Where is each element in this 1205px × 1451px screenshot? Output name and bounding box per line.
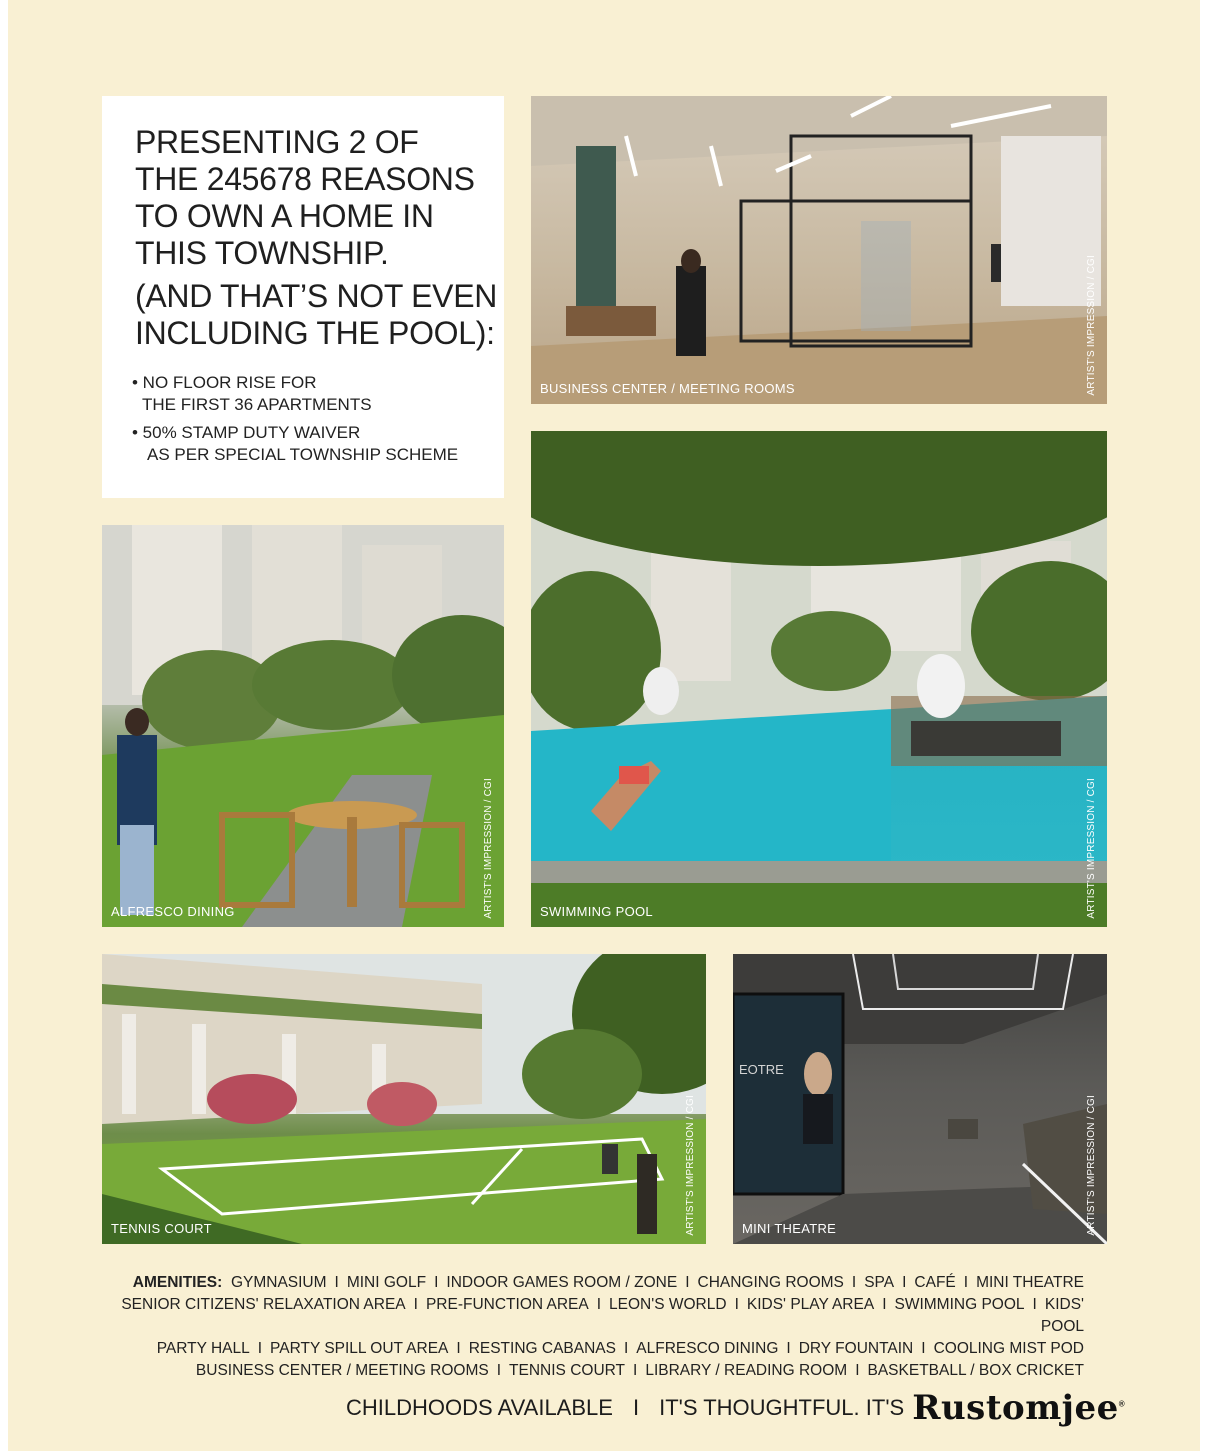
artist-impression-note: ARTIST'S IMPRESSION / CGI [483, 778, 494, 919]
amenity-item: MINI GOLF [346, 1274, 427, 1291]
amenity-separator: I [334, 1274, 339, 1291]
amenity-item: BASKETBALL / BOX CRICKET [867, 1362, 1084, 1379]
artist-impression-note: ARTIST'S IMPRESSION / CGI [1086, 1095, 1097, 1236]
amenities-label: AMENITIES: [132, 1274, 223, 1291]
amenity-separator: I [413, 1296, 418, 1313]
alfresco-dining-illustration [102, 525, 504, 927]
amenities-row [84, 1272, 1084, 1294]
amenity-item: COOLING MIST POD [933, 1340, 1084, 1357]
amenity-separator: I [963, 1274, 969, 1291]
alfresco-dining-photo [102, 525, 504, 927]
tennis-court-photo [102, 954, 706, 1244]
offer-bullets [132, 372, 492, 472]
amenity-item: RESTING CABANAS [468, 1340, 616, 1357]
business-center-illustration [531, 96, 1107, 404]
headline-box [102, 96, 504, 498]
tennis-court-illustration [102, 954, 706, 1244]
headline-line: INCLUDING THE POOL): [135, 315, 495, 351]
amenity-item: LIBRARY / READING ROOM [645, 1362, 848, 1379]
amenity-separator: I [685, 1274, 690, 1291]
tagline-left: CHILDHOODS AVAILABLE [346, 1395, 613, 1420]
amenity-item: PARTY SPILL OUT AREA [270, 1340, 449, 1357]
brand-name: Rustomjee [912, 1388, 1119, 1428]
photo-caption: SWIMMING POOL [540, 904, 653, 919]
amenity-item: CAFÉ [914, 1274, 956, 1291]
artist-impression-note: ARTIST'S IMPRESSION / CGI [1086, 255, 1097, 396]
amenity-separator: I [855, 1362, 860, 1379]
amenities-row [84, 1294, 1084, 1338]
headline-line: PRESENTING 2 OF [135, 124, 419, 160]
headline-line: THE 245678 REASONS [135, 161, 475, 197]
amenity-separator: I [257, 1340, 263, 1357]
amenity-item: LEON'S WORLD [609, 1296, 727, 1313]
swimming-pool-illustration [531, 431, 1107, 927]
amenity-separator: I [1032, 1296, 1037, 1313]
amenity-separator: I [623, 1340, 629, 1357]
artist-impression-note: ARTIST'S IMPRESSION / CGI [1086, 778, 1097, 919]
amenity-separator: I [456, 1340, 461, 1357]
amenity-item: INDOOR GAMES ROOM / ZONE [446, 1274, 678, 1291]
amenity-item: PRE-FUNCTION AREA [425, 1296, 589, 1313]
swimming-pool-photo [531, 431, 1107, 927]
amenity-separator: I [434, 1274, 439, 1291]
headline [135, 124, 498, 352]
photo-caption: TENNIS COURT [111, 1221, 212, 1236]
amenity-item: GYMNASIUM [230, 1274, 327, 1291]
footer-tagline [346, 1388, 1125, 1428]
amenity-item: CHANGING ROOMS [697, 1274, 844, 1291]
amenity-separator: I [921, 1340, 926, 1357]
mini-theatre-illustration [733, 954, 1107, 1244]
headline-line: THIS TOWNSHIP. [135, 235, 389, 271]
amenity-item: SENIOR CITIZENS' RELAXATION AREA [121, 1296, 406, 1313]
amenity-separator: I [496, 1362, 502, 1379]
tagline-separator: I [632, 1395, 640, 1420]
amenity-item: ALFRESCO DINING [636, 1340, 779, 1357]
photo-caption: MINI THEATRE [742, 1221, 837, 1236]
offer-bullet [132, 422, 492, 466]
tagline-right: IT'S THOUGHTFUL. IT'S [659, 1395, 905, 1420]
amenity-separator: I [633, 1362, 638, 1379]
amenity-item: TENNIS COURT [509, 1362, 626, 1379]
brand-logo [912, 1388, 1125, 1428]
photo-caption: BUSINESS CENTER / MEETING ROOMS [540, 381, 795, 396]
amenity-item: KIDS' POOL [1040, 1296, 1084, 1335]
headline-line: (AND THAT’S NOT EVEN [135, 278, 498, 314]
amenity-item: KIDS' PLAY AREA [746, 1296, 875, 1313]
amenity-item: SWIMMING POOL [894, 1296, 1025, 1313]
amenity-item: MINI THEATRE [976, 1274, 1084, 1291]
screen-title: EOTRE [739, 1062, 784, 1077]
amenity-separator: I [734, 1296, 739, 1313]
headline-line: TO OWN A HOME IN [135, 198, 434, 234]
amenity-separator: I [786, 1340, 791, 1357]
bullet-line: AS PER SPECIAL TOWNSHIP SCHEME [147, 445, 459, 464]
artist-impression-note: ARTIST'S IMPRESSION / CGI [685, 1095, 696, 1236]
photo-caption: ALFRESCO DINING [111, 904, 235, 919]
amenity-separator: I [882, 1296, 887, 1313]
mini-theatre-photo [733, 954, 1107, 1244]
amenity-item: SPA [864, 1274, 895, 1291]
business-center-photo [531, 96, 1107, 404]
bullet-line: • NO FLOOR RISE FOR [132, 373, 317, 392]
amenity-separator: I [902, 1274, 907, 1291]
amenity-item: DRY FOUNTAIN [798, 1340, 914, 1357]
amenity-separator: I [851, 1274, 857, 1291]
amenity-item: BUSINESS CENTER / MEETING ROOMS [195, 1362, 489, 1379]
bullet-line: • 50% STAMP DUTY WAIVER [132, 423, 361, 442]
amenities-row [84, 1360, 1084, 1382]
amenity-separator: I [596, 1296, 602, 1313]
amenity-item: PARTY HALL [156, 1340, 250, 1357]
amenities-list [84, 1272, 1084, 1382]
offer-bullet [132, 372, 492, 416]
bullet-line: THE FIRST 36 APARTMENTS [142, 395, 372, 414]
amenities-row [84, 1338, 1084, 1360]
registered-mark: ® [1118, 1399, 1126, 1409]
